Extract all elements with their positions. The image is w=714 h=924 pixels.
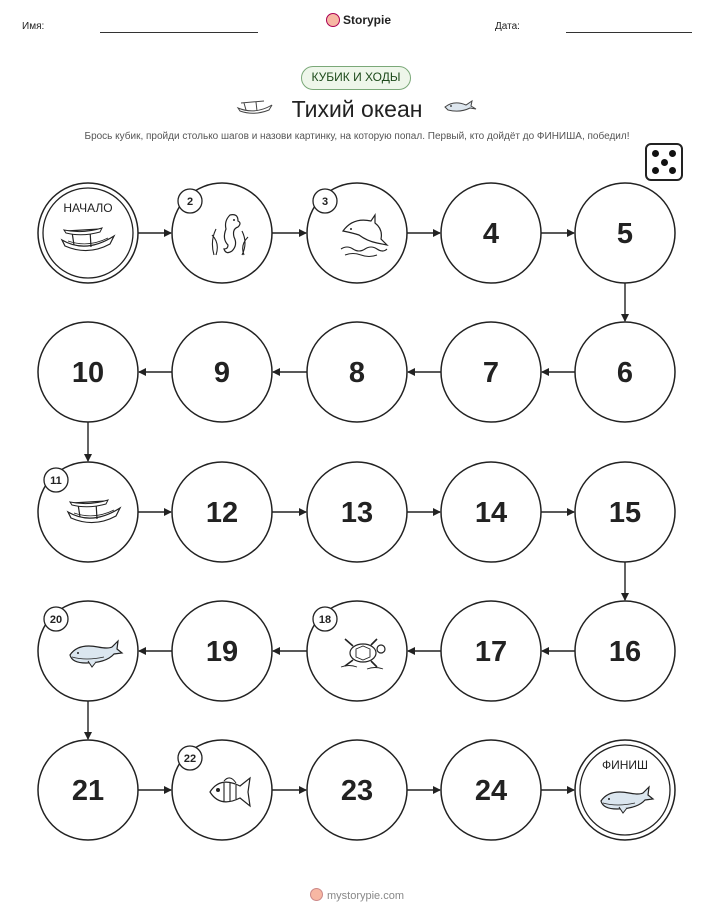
footer xyxy=(0,888,714,902)
board-cell-24 xyxy=(441,740,541,840)
step-number: 18 xyxy=(318,614,332,626)
step-number: 10 xyxy=(71,357,105,389)
board-cell-5 xyxy=(575,183,675,283)
board-cell-21 xyxy=(38,740,138,840)
board-cell-23 xyxy=(307,740,407,840)
step-number: 5 xyxy=(616,218,634,250)
step-number: 4 xyxy=(482,218,500,250)
step-number: 17 xyxy=(474,636,508,668)
brand-name: Storypie xyxy=(343,13,392,27)
board-cell-10 xyxy=(38,322,138,422)
board-cell-11 xyxy=(38,462,138,562)
board-cell-19 xyxy=(172,601,272,701)
step-number: 6 xyxy=(616,357,634,389)
step-number: 12 xyxy=(205,497,239,529)
activity-tag: КУБИК И ХОДЫ xyxy=(301,66,411,90)
board-cell-3 xyxy=(307,183,407,283)
board-cell-17 xyxy=(441,601,541,701)
board-cell-16 xyxy=(575,601,675,701)
board-cell-22 xyxy=(172,740,272,840)
board-cell-13 xyxy=(307,462,407,562)
board-cell-7 xyxy=(441,322,541,422)
step-number: 8 xyxy=(348,357,366,389)
finish-label: ФИНИШ xyxy=(601,758,649,772)
step-number: 19 xyxy=(205,636,239,668)
board-cell-4 xyxy=(441,183,541,283)
board-cell-9 xyxy=(172,322,272,422)
start-label: НАЧАЛО xyxy=(63,201,113,215)
board-cell-20 xyxy=(38,601,138,701)
step-number: 15 xyxy=(608,497,642,529)
board-cell-8 xyxy=(307,322,407,422)
step-number: 14 xyxy=(474,497,508,529)
step-number: 13 xyxy=(340,497,374,529)
board-cell-25 xyxy=(575,740,675,840)
board-cell-2 xyxy=(172,183,272,283)
footer-site: mystorypie.com xyxy=(326,890,405,902)
step-number: 22 xyxy=(183,753,197,765)
board-cell-12 xyxy=(172,462,272,562)
instructions-text: Брось кубик, пройди столько шагов и назови картинку, на которую попал. Первый, кто дойдёт до ФИНИША, победил! xyxy=(84,131,630,142)
step-number: 23 xyxy=(340,775,374,807)
step-number: 7 xyxy=(482,357,500,389)
step-number: 2 xyxy=(186,196,194,208)
board-cell-14 xyxy=(441,462,541,562)
step-number: 21 xyxy=(71,775,105,807)
page-title: Тихий океан xyxy=(291,96,423,122)
name-label: Имя: xyxy=(22,21,45,32)
step-number: 11 xyxy=(50,475,62,487)
board-cell-15 xyxy=(575,462,675,562)
storypie-logo-icon xyxy=(310,888,323,901)
step-number: 9 xyxy=(213,357,231,389)
date-label: Дата: xyxy=(495,21,520,32)
board-cell-1 xyxy=(38,183,138,283)
step-number: 20 xyxy=(49,614,63,626)
board-cell-6 xyxy=(575,322,675,422)
step-number: 24 xyxy=(474,775,508,807)
board-cell-18 xyxy=(307,601,407,701)
step-number: 16 xyxy=(608,636,642,668)
step-number: 3 xyxy=(321,196,329,208)
